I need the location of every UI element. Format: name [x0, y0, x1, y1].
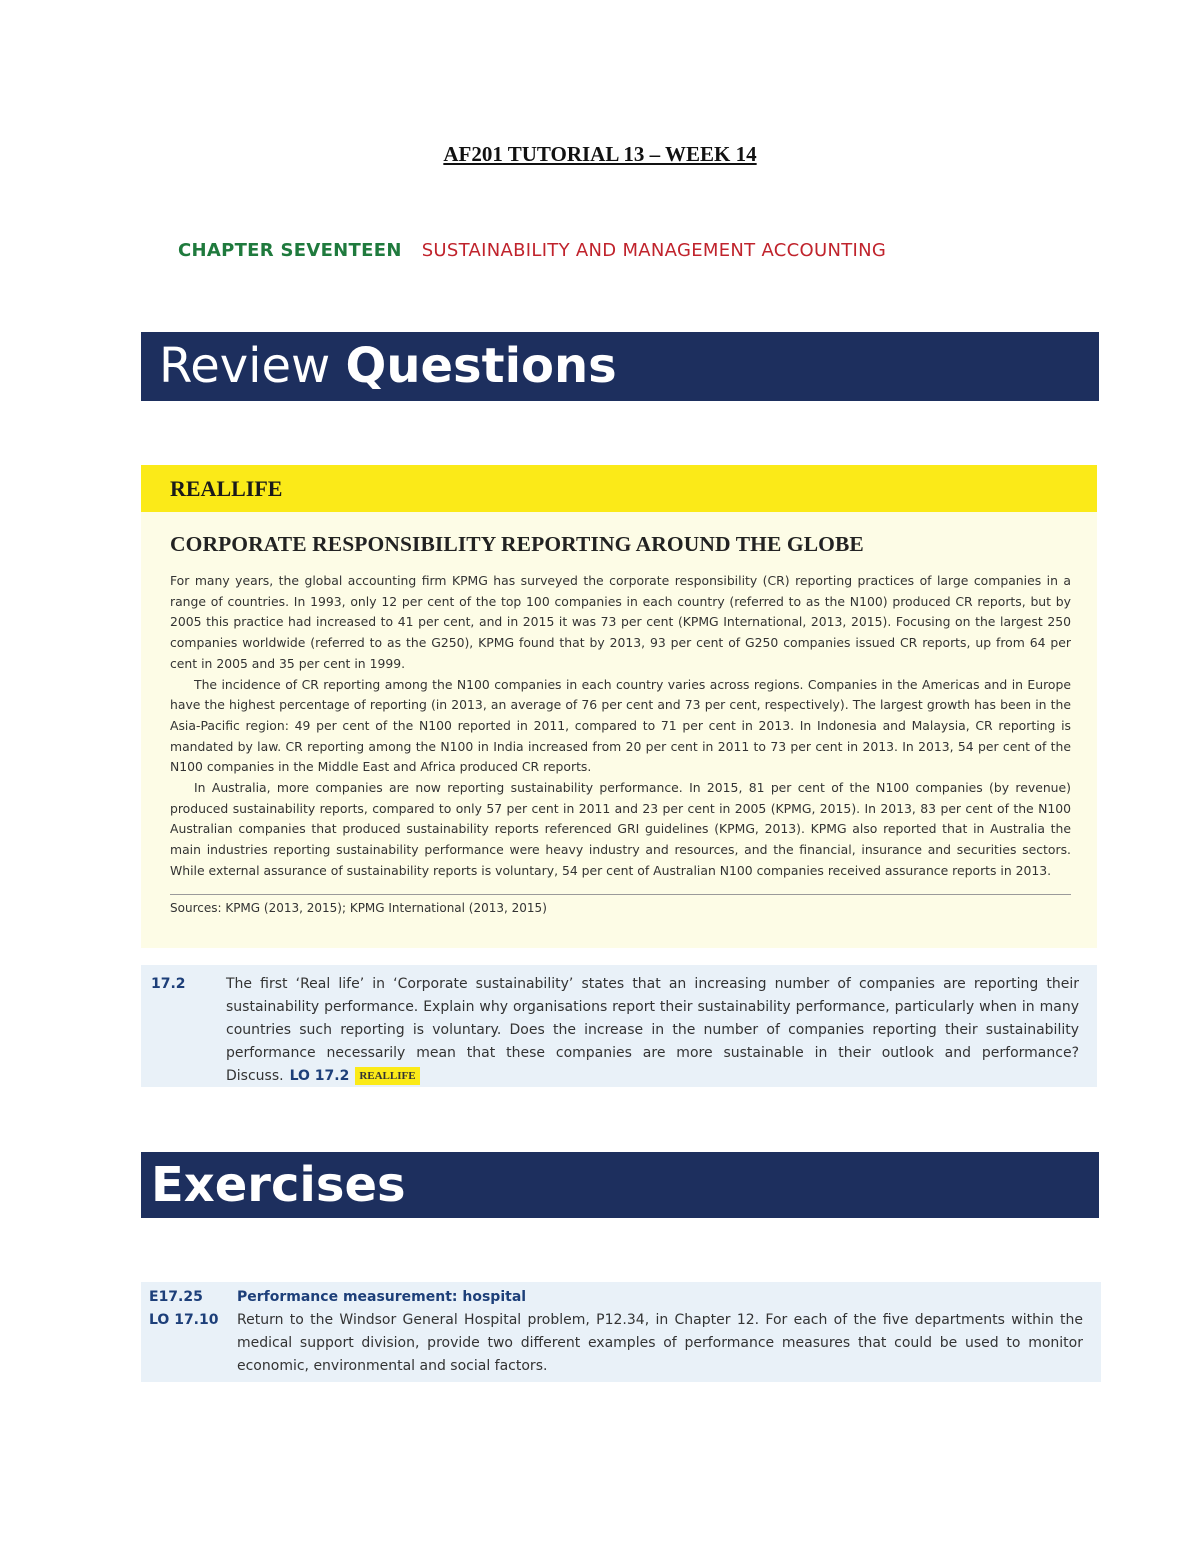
- reallife-tag: REALLIFE: [355, 1067, 419, 1085]
- review-banner-bold: Questions: [345, 338, 617, 394]
- reallife-box: [141, 512, 1097, 948]
- review-banner-light: Review: [159, 338, 346, 394]
- review-questions-banner: [141, 332, 1099, 401]
- exercise-body: [237, 1286, 1083, 1382]
- reallife-paragraph-1: For many years, the global accounting firm KPMG has surveyed the corporate responsibility (CR) reporting practices of large companies in a range of countries. In 1993, only 12 per cent of the top 100 companies in each country (referred to as the N100) produced CR reports, but by 2005 this practice had increased to 41 per cent, and in 2015 it was 73 per cent (KPMG International, 2013, 2015). Focusing on the largest 250 companies worldwide (referred to as the G250), KPMG found that by 2013, 93 per cent of G250 companies issued CR reports, up from 64 per cent in 2005 and 35 per cent in 1999.: [170, 573, 1071, 671]
- exercise-e17-25: [141, 1282, 1101, 1382]
- chapter-label: CHAPTER SEVENTEEN: [178, 240, 402, 261]
- exercise-number: E17.25: [149, 1289, 203, 1305]
- reallife-divider: [170, 894, 1071, 895]
- question-lo-ref: LO 17.2: [289, 1068, 350, 1084]
- review-question-17-2: [141, 965, 1097, 1087]
- document-title: AF201 TUTORIAL 13 – WEEK 14: [443, 142, 757, 166]
- reallife-sources: Sources: KPMG (2013, 2015); KPMG International (2013, 2015): [170, 900, 547, 915]
- question-text: The first ‘Real life’ in ‘Corporate sustainability’ states that an increasing number of companies are reporting their sustainability performance. Explain why organisations report their sustainability performance, particularly when in many countries such reporting is voluntary. Does the increase in the number of companies reporting their sustainability performance necessarily mean that these companies are more sustainable in their outlook and performance? Discuss.: [226, 976, 1079, 1084]
- reallife-paragraph-2: The incidence of CR reporting among the N100 companies in each country varies across regions. Companies in the Americas and in Europe have the highest percentage of reporting (in 2013, an average of 76 per cent and 73 per cent, respectively). The largest growth has been in the Asia-Pacific region: 49 per cent of the N100 reported in 2011, compared to 71 per cent in 2013. In Indonesia and Malaysia, CR reporting is mandated by law. CR reporting among the N100 in India increased from 20 per cent in 2011 to 73 per cent in 2013. In 2013, 54 per cent of the N100 companies in the Middle East and Africa produced CR reports.: [170, 676, 1071, 775]
- exercise-ids: [149, 1286, 237, 1382]
- chapter-name: SUSTAINABILITY AND MANAGEMENT ACCOUNTING: [421, 240, 887, 261]
- reallife-heading: CORPORATE RESPONSIBILITY REPORTING AROUND THE GLOBE: [170, 532, 864, 556]
- exercise-lo-ref: LO 17.10: [149, 1312, 219, 1328]
- question-number: 17.2: [151, 976, 186, 992]
- exercise-title: Performance measurement: hospital: [237, 1289, 527, 1305]
- reallife-paragraph-3: In Australia, more companies are now reporting sustainability performance. In 2015, 81 per cent of the N100 companies (by revenue) produced sustainability reports, compared to only 57 per cent in 2011 and 23 per cent in 2005 (KPMG, 2015). In 2013, 83 per cent of the N100 Australian companies that produced sustainability reports referenced GRI guidelines (KPMG, 2013). KPMG also reported that in Australia the main industries reporting sustainability performance were heavy industry and resources, and the financial, insurance and securities sectors. While external assurance of sustainability reports is voluntary, 54 per cent of Australian N100 companies received assurance reports in 2013.: [170, 780, 1071, 878]
- chapter-heading: [178, 240, 886, 261]
- reallife-header: REALLIFE: [141, 465, 1097, 512]
- question-body: [226, 973, 1079, 1087]
- exercise-text: Return to the Windsor General Hospital problem, P12.34, in Chapter 12. For each of the five departments within the medical support division, provide two different examples of performance measures that could be used to monitor economic, environmental and social factors.: [237, 1312, 1083, 1374]
- exercises-banner: Exercises: [141, 1152, 1099, 1218]
